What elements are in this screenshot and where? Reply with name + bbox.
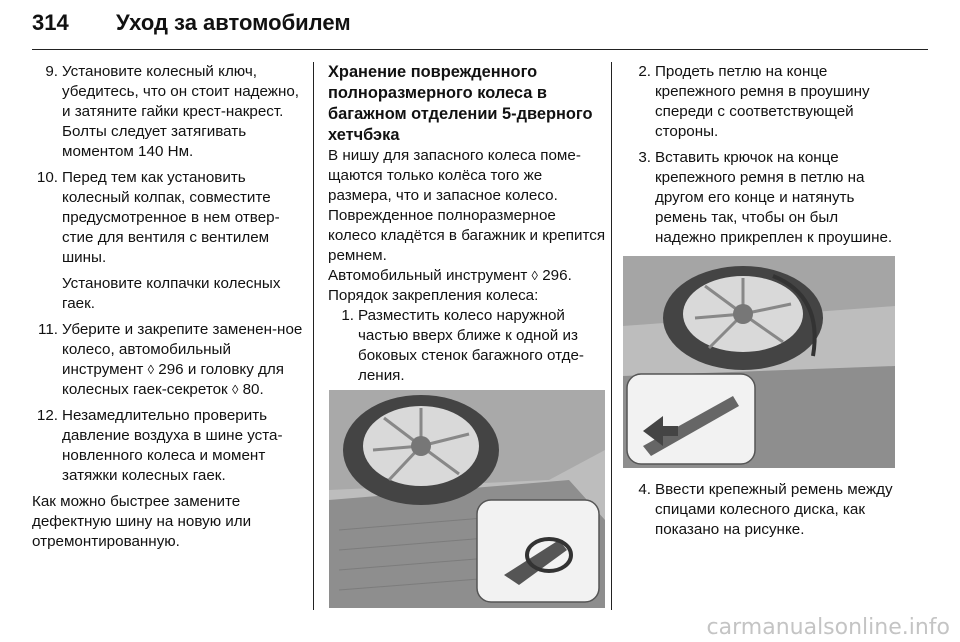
item-number: 12. — [36, 407, 58, 424]
column-divider-1 — [313, 62, 314, 610]
step-3 — [625, 148, 895, 248]
trunk-strap-illustration — [623, 256, 895, 468]
item-text: Перед тем как установить колесный колпак, совместите предусмотренное в нем отвер-стие для вентиля с вентилем шины. — [62, 169, 280, 266]
page-reference[interactable]: 296 — [542, 267, 568, 284]
step-number: 1. — [341, 307, 354, 324]
step-text: Разместить колесо наружной частью вверх ближе к одной из боковых стенок багажного отде-ления. — [358, 307, 584, 384]
item-text: Уберите и закрепите заменен-ное колесо, автомобильный инструмент ◊ 296 и головку для колесных гаек-секреток ◊ 80. — [62, 321, 303, 398]
step-1 — [328, 306, 606, 386]
paragraph: В нишу для запасного колеса поме-щаются только колёса того же размера, что и запасное колесо. Поврежденное полноразмерное колесо кладётся в багажник и крепится ремнем. — [328, 147, 606, 264]
step-text: Вставить крючок на конце крепежного ремня в петлю на другом его конце и натянуть ремень так, чтобы он был надежно прикреплен к проушине. — [655, 149, 893, 246]
section-heading: Хранение поврежденного полноразмерного колеса в багажном отделении 5-дверного хетчбэка — [328, 63, 593, 144]
step-4 — [625, 480, 895, 540]
item-number: 11. — [38, 321, 58, 338]
list-item-9 — [32, 62, 304, 162]
list-item-12 — [32, 406, 304, 486]
step-number: 3. — [638, 149, 651, 166]
item-text: Установите колесный ключ, убедитесь, что он стоит надежно, и затяните гайки крест-накрест. Болты следует затягивать моментом 140 Нм. — [62, 63, 300, 160]
paragraph: Порядок закрепления колеса: — [328, 287, 539, 304]
column-3-lower — [625, 480, 895, 546]
trunk-illustration — [329, 390, 605, 608]
column-2 — [328, 62, 606, 392]
page-reference-icon: ◊ — [147, 362, 155, 377]
item-number: 10. — [36, 169, 58, 186]
list-item-10 — [32, 168, 304, 314]
item-text: Незамедлительно проверить давление воздуха в шине уста-новленного колеса и момент затяжки колесных гаек. — [62, 407, 283, 484]
item-number: 9. — [45, 63, 58, 80]
step-number: 4. — [638, 481, 651, 498]
page-reference[interactable]: 296 — [158, 361, 184, 378]
column-1 — [32, 62, 304, 552]
watermark: carmanualsonline.info — [706, 615, 950, 640]
page-reference-icon: ◊ — [531, 268, 538, 283]
step-text: Продеть петлю на конце крепежного ремня в проушину спереди с соответствующей стороны. — [655, 63, 870, 140]
page-reference[interactable]: 80 — [242, 381, 260, 398]
figure-trunk-wheel-1 — [329, 390, 605, 608]
chapter-title: Уход за автомобилем — [116, 10, 351, 35]
page-number: 314 — [32, 10, 69, 35]
step-text: Ввести крепежный ремень между спицами колесного диска, как показано на рисунке. — [655, 481, 893, 538]
step-number: 2. — [638, 63, 651, 80]
item-extra-text: Установите колпачки колесных гаек. — [62, 275, 281, 312]
column-divider-2 — [611, 62, 612, 610]
page-reference-icon: ◊ — [231, 382, 239, 397]
step-2 — [625, 62, 895, 142]
paragraph-tools: Автомобильный инструмент ◊ 296. — [328, 267, 572, 284]
column-3 — [625, 62, 895, 254]
list-item-11 — [32, 320, 304, 400]
header-divider — [32, 49, 928, 50]
closing-paragraph: Как можно быстрее замените дефектную шину на новую или отремонтированную. — [32, 493, 252, 550]
page-header — [32, 6, 928, 44]
figure-trunk-wheel-2 — [623, 256, 895, 468]
